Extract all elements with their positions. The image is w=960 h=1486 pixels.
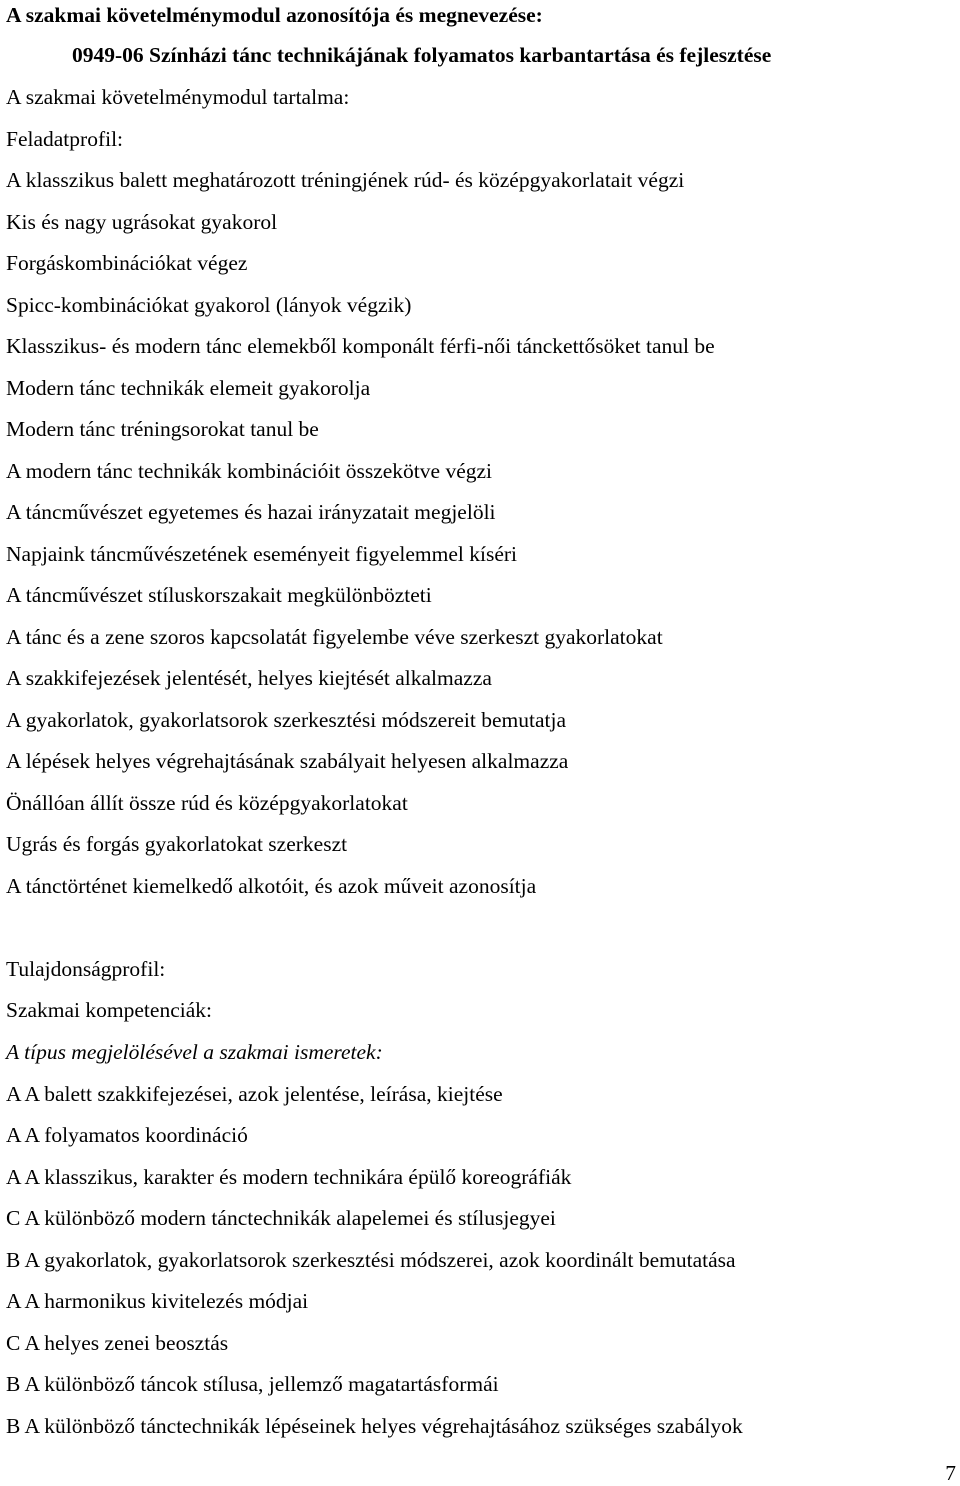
knowledge-item: B A különböző tánctechnikák lépéseinek helyes végrehajtásához szükséges szabályok bbox=[6, 1414, 743, 1438]
task-profile-label: Feladatprofil: bbox=[6, 127, 124, 151]
task-item: A tánc és a zene szoros kapcsolatát figyelembe véve szerkeszt gyakorlatokat bbox=[6, 625, 663, 649]
task-item: A klasszikus balett meghatározott tréningjének rúd- és középgyakorlatait végzi bbox=[6, 168, 685, 192]
competencies-label: Szakmai kompetenciák: bbox=[6, 998, 212, 1022]
task-item: Forgáskombinációkat végez bbox=[6, 251, 248, 275]
task-item: Ugrás és forgás gyakorlatokat szerkeszt bbox=[6, 832, 348, 856]
knowledge-item: A A balett szakkifejezései, azok jelentése, leírása, kiejtése bbox=[6, 1082, 503, 1106]
knowledge-item: C A helyes zenei beosztás bbox=[6, 1331, 229, 1355]
task-item: Önállóan állít össze rúd és középgyakorlatokat bbox=[6, 791, 408, 815]
task-item: Spicc-kombinációkat gyakorol (lányok végzik) bbox=[6, 293, 412, 317]
task-item: A szakkifejezések jelentését, helyes kiejtését alkalmazza bbox=[6, 666, 492, 690]
task-item: A táncművészet stíluskorszakait megkülönbözteti bbox=[6, 583, 432, 607]
task-item: Napjaink táncművészetének eseményeit figyelemmel kíséri bbox=[6, 542, 518, 566]
module-code-name: 0949-06 Színházi tánc technikájának folyamatos karbantartása és fejlesztése bbox=[72, 43, 772, 67]
task-item: A gyakorlatok, gyakorlatsorok szerkesztési módszereit bemutatja bbox=[6, 708, 567, 732]
knowledge-item: A A folyamatos koordináció bbox=[6, 1123, 248, 1147]
knowledge-item: B A gyakorlatok, gyakorlatsorok szerkesztési módszerei, azok koordinált bemutatása bbox=[6, 1248, 736, 1272]
task-item: Klasszikus- és modern tánc elemekből komponált férfi-női tánckettősöket tanul be bbox=[6, 334, 715, 358]
task-item: A táncművészet egyetemes és hazai irányzatait megjelöli bbox=[6, 500, 496, 524]
task-item: A lépések helyes végrehajtásának szabályait helyesen alkalmazza bbox=[6, 749, 569, 773]
module-title: A szakmai követelménymodul azonosítója és megnevezése: bbox=[6, 3, 543, 27]
task-item: A tánctörténet kiemelkedő alkotóit, és azok műveit azonosítja bbox=[6, 874, 537, 898]
task-item: A modern tánc technikák kombinációit összekötve végzi bbox=[6, 459, 492, 483]
task-item: Modern tánc tréningsorokat tanul be bbox=[6, 417, 319, 441]
module-contents-label: A szakmai követelménymodul tartalma: bbox=[6, 85, 350, 109]
knowledge-label: A típus megjelölésével a szakmai ismeretek: bbox=[6, 1040, 383, 1064]
property-profile-label: Tulajdonságprofil: bbox=[6, 957, 166, 981]
knowledge-item: B A különböző táncok stílusa, jellemző magatartásformái bbox=[6, 1372, 499, 1396]
knowledge-item: A A harmonikus kivitelezés módjai bbox=[6, 1289, 309, 1313]
task-item: Modern tánc technikák elemeit gyakorolja bbox=[6, 376, 371, 400]
knowledge-item: A A klasszikus, karakter és modern technikára épülő koreográfiák bbox=[6, 1165, 572, 1189]
task-item: Kis és nagy ugrásokat gyakorol bbox=[6, 210, 278, 234]
knowledge-item: C A különböző modern tánctechnikák alapelemei és stílusjegyei bbox=[6, 1206, 556, 1230]
page-number: 7 bbox=[945, 1461, 956, 1485]
